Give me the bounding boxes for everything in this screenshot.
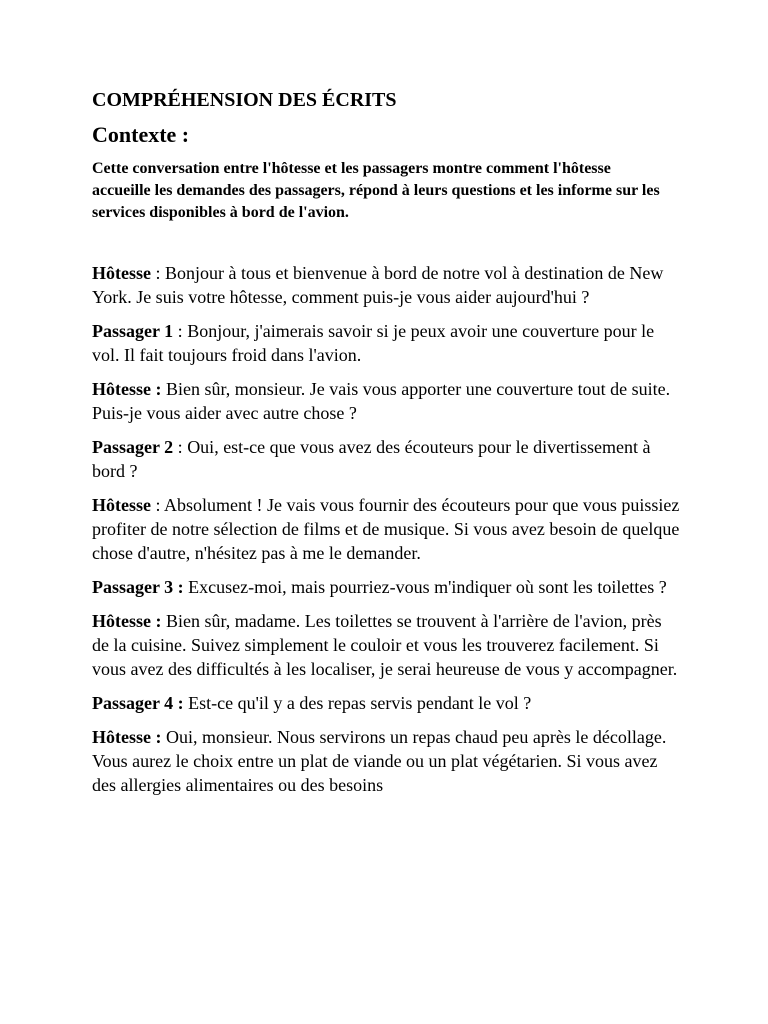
speaker-label: Hôtesse [92,263,151,283]
dialogue-turn [92,435,682,483]
context-paragraph: Cette conversation entre l'hôtesse et les passagers montre comment l'hôtesse accueille les demandes des passagers, répond à leurs questions et les informe sur les services disponibles à bord de l'avion. [92,160,660,221]
dialogue-turn [92,609,682,681]
turn-text: Absolument ! Je vais vous fournir des écouteurs pour que vous puissiez profiter de notre sélection de films et de musique. Si vous avez besoin de quelque chose d'autre, n'hésitez pas à me le demander. [92,495,680,563]
turn-text: Est-ce qu'il y a des repas servis pendant le vol ? [188,693,532,713]
speaker-separator: : [150,495,164,515]
context-heading: Contexte : [92,122,190,147]
speaker-label: Hôtesse : [92,611,162,631]
speaker-label: Passager 1 [92,321,174,341]
dialogue-turn [92,493,682,565]
speaker-label: Passager 4 : [92,693,184,713]
document-page [92,88,682,807]
dialogue [92,261,682,797]
speaker-separator: : [150,263,165,283]
dialogue-turn [92,691,682,715]
dialogue-turn [92,725,682,797]
speaker-label: Hôtesse : [92,379,162,399]
dialogue-turn [92,261,682,309]
speaker-label: Hôtesse [92,495,151,515]
speaker-separator: : [173,437,188,457]
dialogue-turn [92,575,682,599]
turn-text: Oui, monsieur. Nous servirons un repas chaud peu après le décollage. Vous aurez le choix entre un plat de viande ou un plat végétarien. Si vous avez des allergies alimentaires ou des besoins [92,727,667,795]
speaker-separator: : [173,321,188,341]
document-title: COMPRÉHENSION DES ÉCRITS [92,89,397,111]
speaker-label: Passager 3 : [92,577,184,597]
turn-text: Bonjour à tous et bienvenue à bord de notre vol à destination de New York. Je suis votre hôtesse, comment puis-je vous aider aujourd'hui ? [92,263,664,307]
turn-text: Bien sûr, madame. Les toilettes se trouvent à l'arrière de l'avion, près de la cuisine. Suivez simplement le couloir et vous les trouverez facilement. Si vous avez des difficultés à les localiser, je serai heureuse de vous y accompagner. [92,611,678,679]
turn-text: Excusez-moi, mais pourriez-vous m'indiquer où sont les toilettes ? [188,577,667,597]
turn-text: Bonjour, j'aimerais savoir si je peux avoir une couverture pour le vol. Il fait toujours froid dans l'avion. [92,321,655,365]
dialogue-turn [92,319,682,367]
turn-text: Bien sûr, monsieur. Je vais vous apporter une couverture tout de suite. Puis-je vous aider avec autre chose ? [92,379,671,423]
turn-text: Oui, est-ce que vous avez des écouteurs pour le divertissement à bord ? [92,437,651,481]
speaker-label: Passager 2 [92,437,174,457]
dialogue-turn [92,377,682,425]
speaker-label: Hôtesse : [92,727,162,747]
